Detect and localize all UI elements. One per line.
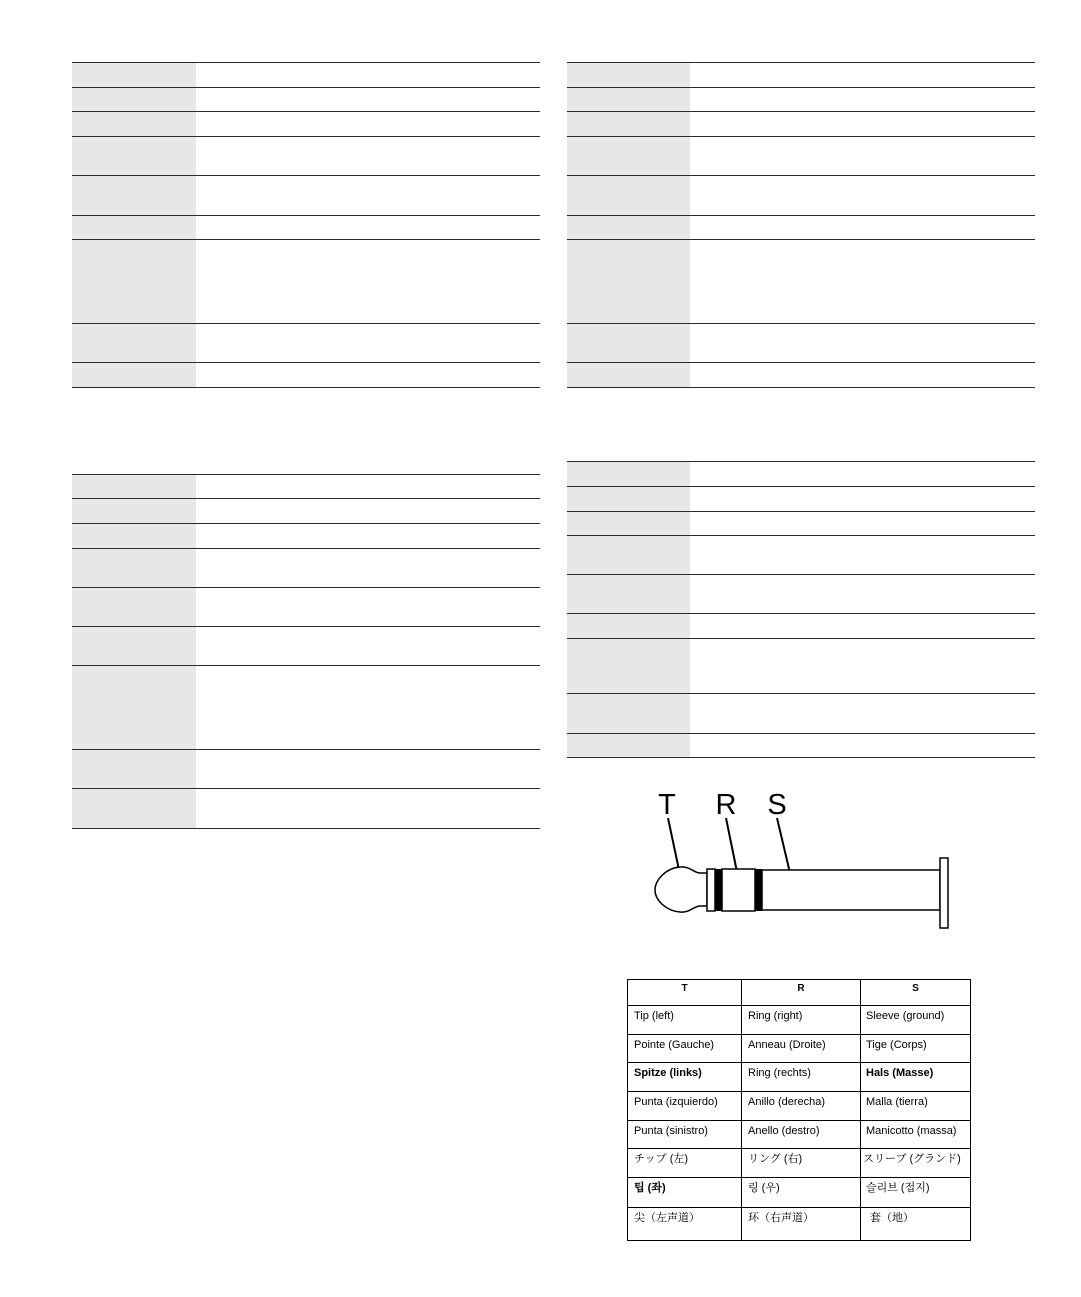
plug-sleeve bbox=[762, 870, 940, 910]
spec-label-cell bbox=[567, 88, 690, 111]
spec-table-row bbox=[567, 486, 1035, 511]
spec-value-cell bbox=[690, 176, 1035, 215]
spec-table-row bbox=[567, 511, 1035, 535]
ring-cell: Ring (rechts) bbox=[742, 1063, 861, 1092]
spec-label-cell bbox=[567, 614, 690, 638]
tip-cell: Pointe (Gauche) bbox=[628, 1035, 742, 1063]
spec-label-cell bbox=[72, 63, 196, 87]
spec-table-row bbox=[567, 175, 1035, 215]
spec-table-left-top bbox=[72, 62, 540, 388]
spec-value-cell bbox=[690, 694, 1035, 733]
header-tip: T bbox=[628, 980, 742, 1006]
spec-label-cell bbox=[567, 240, 690, 323]
spec-table-row bbox=[72, 548, 540, 587]
spec-value-cell bbox=[690, 639, 1035, 693]
spec-table-row bbox=[72, 665, 540, 749]
spec-table-row bbox=[72, 626, 540, 665]
ring-cell: 环（右声道） bbox=[742, 1208, 861, 1241]
spec-table-row bbox=[567, 215, 1035, 239]
spec-value-cell bbox=[196, 588, 540, 626]
spec-table-row bbox=[567, 323, 1035, 362]
plug-tip-collar bbox=[707, 869, 715, 911]
spec-table-row bbox=[72, 215, 540, 239]
tip-cell: Tip (left) bbox=[628, 1006, 742, 1035]
trs-connector-table bbox=[627, 979, 971, 1241]
plug-insulator-band-1 bbox=[715, 869, 722, 911]
spec-table-left-bottom bbox=[72, 474, 540, 829]
spec-label-cell bbox=[72, 88, 196, 111]
table-row bbox=[628, 1006, 971, 1035]
spec-label-cell bbox=[567, 137, 690, 175]
spec-table-row bbox=[72, 323, 540, 362]
spec-value-cell bbox=[690, 240, 1035, 323]
spec-label-cell bbox=[72, 324, 196, 362]
spec-value-cell bbox=[196, 666, 540, 749]
plug-flange bbox=[940, 858, 948, 928]
spec-label-cell bbox=[567, 112, 690, 136]
ring-label: R bbox=[715, 789, 737, 821]
spec-table-row bbox=[72, 474, 540, 498]
tip-cell: チップ (左) bbox=[628, 1149, 742, 1178]
spec-value-cell bbox=[196, 475, 540, 498]
spec-table-row bbox=[567, 136, 1035, 175]
tip-cell: Punta (sinistro) bbox=[628, 1121, 742, 1149]
spec-label-cell bbox=[72, 176, 196, 215]
spec-value-cell bbox=[690, 734, 1035, 757]
table-row bbox=[628, 1063, 971, 1092]
tip-cell: Spitze (links) bbox=[628, 1063, 742, 1092]
spec-value-cell bbox=[690, 137, 1035, 175]
spec-value-cell bbox=[196, 627, 540, 665]
table-row bbox=[628, 1208, 971, 1241]
spec-label-cell bbox=[567, 575, 690, 613]
sleeve-label: S bbox=[767, 789, 787, 821]
spec-value-cell bbox=[196, 63, 540, 87]
tip-label: T bbox=[658, 789, 676, 821]
tip-cell: Punta (izquierdo) bbox=[628, 1092, 742, 1121]
spec-label-cell bbox=[72, 666, 196, 749]
spec-label-cell bbox=[72, 524, 196, 548]
spec-label-cell bbox=[72, 627, 196, 665]
tip-pointer-line bbox=[668, 818, 679, 870]
table-row bbox=[628, 1035, 971, 1063]
spec-value-cell bbox=[690, 614, 1035, 638]
table-row bbox=[628, 1149, 971, 1178]
ring-cell: Ring (right) bbox=[742, 1006, 861, 1035]
spec-table-row bbox=[72, 62, 540, 87]
spec-value-cell bbox=[196, 240, 540, 323]
spec-table-row bbox=[72, 175, 540, 215]
spec-label-cell bbox=[72, 363, 196, 387]
ring-cell: 링 (우) bbox=[742, 1178, 861, 1208]
table-row bbox=[628, 1121, 971, 1149]
tip-cell: 팁 (좌) bbox=[628, 1178, 742, 1208]
spec-label-cell bbox=[567, 734, 690, 757]
spec-table-row bbox=[567, 62, 1035, 87]
ring-pointer-line bbox=[726, 818, 737, 872]
spec-label-cell bbox=[72, 499, 196, 523]
spec-value-cell bbox=[196, 499, 540, 523]
spec-label-cell bbox=[72, 240, 196, 323]
sleeve-cell: 套（地） bbox=[861, 1208, 971, 1241]
table-row bbox=[628, 1178, 971, 1208]
header-sleeve: S bbox=[861, 980, 971, 1006]
ring-cell: Anneau (Droite) bbox=[742, 1035, 861, 1063]
table-row bbox=[628, 1092, 971, 1121]
spec-label-cell bbox=[567, 512, 690, 535]
spec-table-row bbox=[567, 362, 1035, 387]
spec-table-row bbox=[567, 733, 1035, 757]
spec-table-right-top bbox=[567, 62, 1035, 388]
spec-table-row bbox=[72, 239, 540, 323]
sleeve-cell: Hals (Masse) bbox=[861, 1063, 971, 1092]
sleeve-cell: Sleeve (ground) bbox=[861, 1006, 971, 1035]
sleeve-cell: Malla (tierra) bbox=[861, 1092, 971, 1121]
spec-table-row bbox=[567, 574, 1035, 613]
spec-label-cell bbox=[567, 176, 690, 215]
spec-table-row bbox=[567, 87, 1035, 111]
spec-value-cell bbox=[690, 63, 1035, 87]
sleeve-pointer-line bbox=[777, 818, 790, 873]
ring-cell: リング (右) bbox=[742, 1149, 861, 1178]
spec-label-cell bbox=[567, 536, 690, 574]
spec-table-row bbox=[72, 788, 540, 828]
plug-tip bbox=[655, 867, 707, 912]
spec-table-row bbox=[567, 461, 1035, 486]
plug-insulator-band-2 bbox=[755, 869, 762, 911]
spec-table-row bbox=[72, 523, 540, 548]
spec-label-cell bbox=[72, 549, 196, 587]
spec-label-cell bbox=[72, 475, 196, 498]
sleeve-cell: スリーブ (グランド) bbox=[861, 1149, 971, 1178]
spec-label-cell bbox=[567, 462, 690, 486]
spec-label-cell bbox=[567, 694, 690, 733]
tip-cell: 尖（左声道） bbox=[628, 1208, 742, 1241]
spec-table-row bbox=[567, 239, 1035, 323]
spec-value-cell bbox=[690, 575, 1035, 613]
spec-value-cell bbox=[196, 524, 540, 548]
spec-table-row bbox=[567, 535, 1035, 574]
spec-table-row bbox=[72, 749, 540, 788]
spec-label-cell bbox=[567, 487, 690, 511]
spec-label-cell bbox=[72, 112, 196, 136]
spec-value-cell bbox=[690, 536, 1035, 574]
spec-table-row bbox=[72, 362, 540, 387]
spec-value-cell bbox=[690, 512, 1035, 535]
spec-table-row bbox=[72, 498, 540, 523]
trs-plug-diagram bbox=[640, 785, 960, 935]
spec-value-cell bbox=[690, 462, 1035, 486]
ring-cell: Anillo (derecha) bbox=[742, 1092, 861, 1121]
spec-value-cell bbox=[196, 750, 540, 788]
spec-label-cell bbox=[72, 588, 196, 626]
spec-table-row bbox=[567, 693, 1035, 733]
spec-value-cell bbox=[690, 324, 1035, 362]
spec-value-cell bbox=[196, 363, 540, 387]
spec-value-cell bbox=[196, 112, 540, 136]
spec-table-row bbox=[567, 613, 1035, 638]
spec-value-cell bbox=[690, 216, 1035, 239]
ring-cell: Anello (destro) bbox=[742, 1121, 861, 1149]
spec-value-cell bbox=[690, 487, 1035, 511]
spec-label-cell bbox=[567, 639, 690, 693]
sleeve-cell: 슬리브 (접지) bbox=[861, 1178, 971, 1208]
spec-label-cell bbox=[567, 216, 690, 239]
spec-label-cell bbox=[72, 789, 196, 828]
spec-table-right-middle bbox=[567, 461, 1035, 758]
spec-value-cell bbox=[690, 112, 1035, 136]
spec-label-cell bbox=[72, 216, 196, 239]
spec-label-cell bbox=[567, 324, 690, 362]
spec-label-cell bbox=[567, 363, 690, 387]
sleeve-cell: Manicotto (massa) bbox=[861, 1121, 971, 1149]
spec-value-cell bbox=[690, 363, 1035, 387]
spec-table-row bbox=[72, 111, 540, 136]
spec-table-row bbox=[567, 111, 1035, 136]
spec-table-row bbox=[72, 87, 540, 111]
header-ring: R bbox=[742, 980, 861, 1006]
spec-value-cell bbox=[196, 137, 540, 175]
table-header-row bbox=[628, 980, 971, 1006]
spec-value-cell bbox=[196, 176, 540, 215]
spec-label-cell bbox=[72, 750, 196, 788]
spec-value-cell bbox=[196, 216, 540, 239]
spec-value-cell bbox=[196, 549, 540, 587]
spec-table-row bbox=[72, 136, 540, 175]
spec-value-cell bbox=[196, 789, 540, 828]
spec-value-cell bbox=[196, 88, 540, 111]
spec-value-cell bbox=[196, 324, 540, 362]
spec-table-row bbox=[72, 587, 540, 626]
spec-label-cell bbox=[567, 63, 690, 87]
spec-label-cell bbox=[72, 137, 196, 175]
spec-value-cell bbox=[690, 88, 1035, 111]
spec-table-row bbox=[567, 638, 1035, 693]
plug-ring bbox=[722, 869, 755, 911]
sleeve-cell: Tige (Corps) bbox=[861, 1035, 971, 1063]
